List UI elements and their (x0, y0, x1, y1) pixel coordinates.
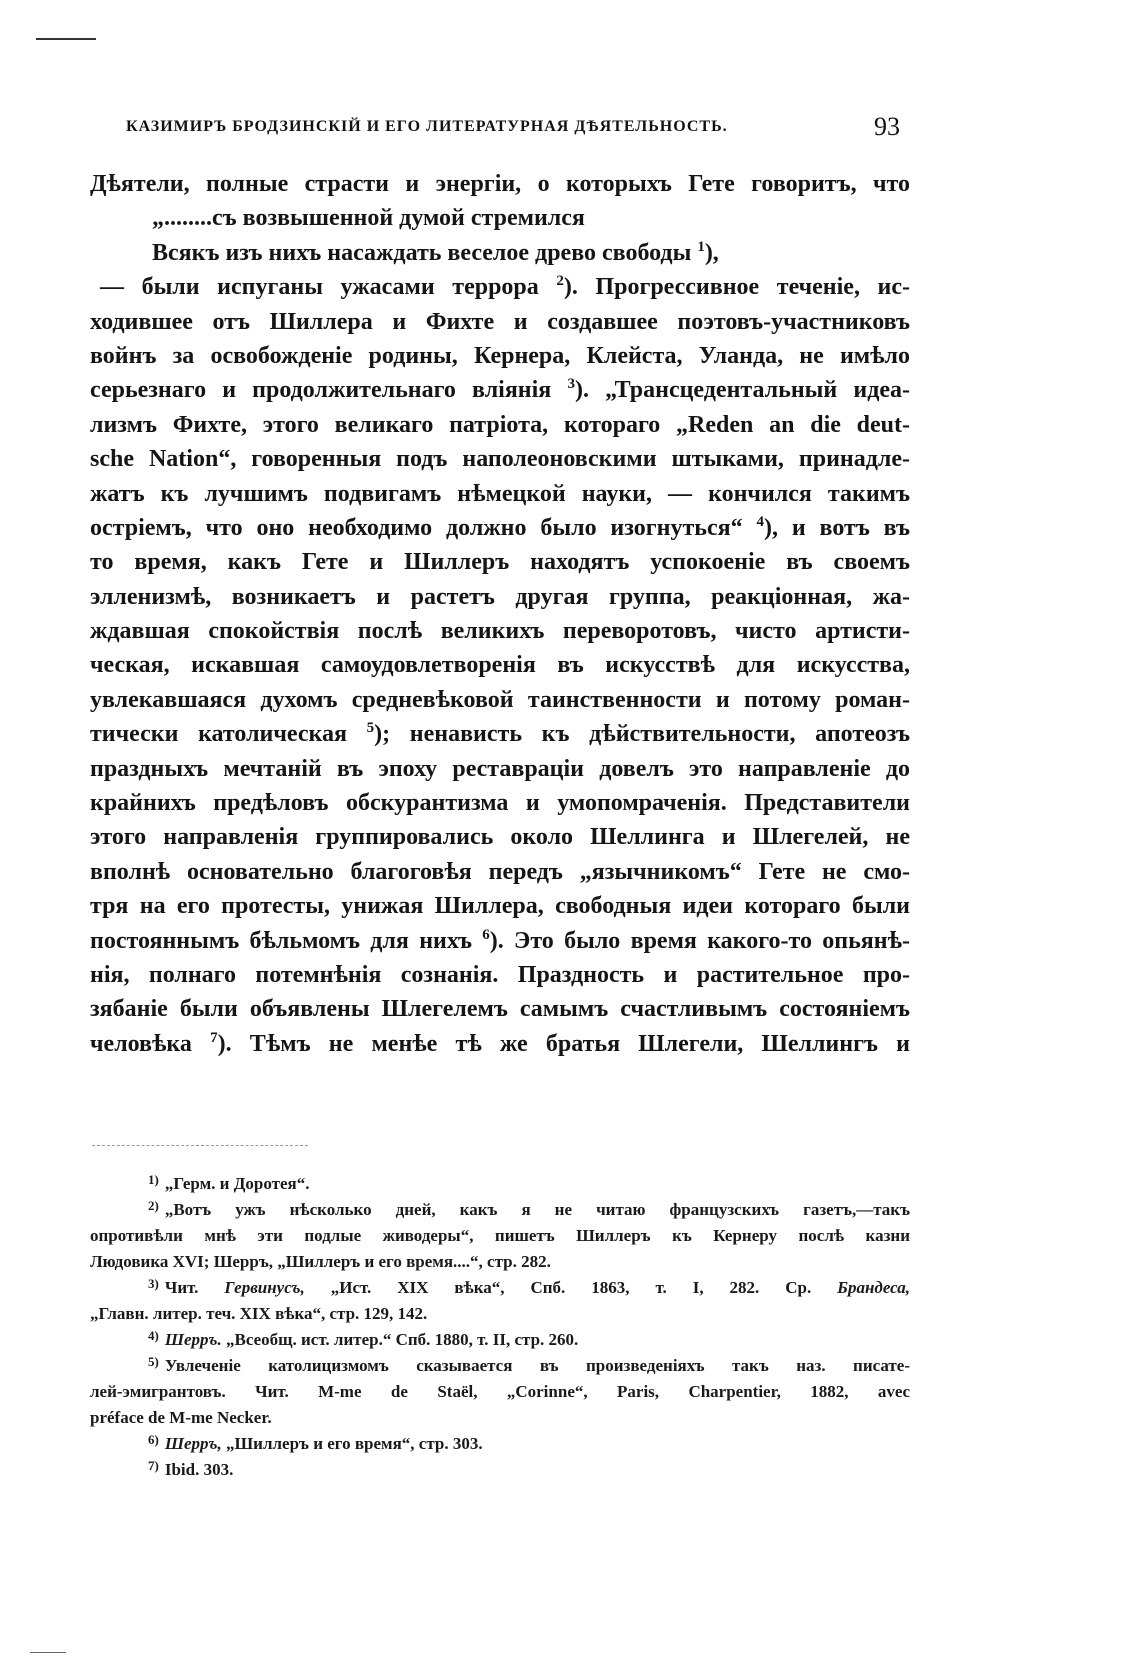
text-line: ческая, искавшая самоудовлетворенія въ искусствѣ для искусства, (90, 652, 910, 679)
text-line: увлекавшаяся духомъ средневѣковой таинственности и потому роман- (90, 686, 910, 713)
text-run: — были испуганы ужасами террора (100, 274, 539, 301)
scan-artifact (30, 1652, 66, 1653)
text-line: крайнихъ предѣловъ обскурантизма и умопомраченія. Представители (90, 790, 910, 817)
footnote-1 (90, 1171, 910, 1197)
main-text (90, 167, 910, 1061)
footnote-5-cont: préface de M-me Necker. (90, 1408, 272, 1427)
footnote-5-cont: лей-эмигрантовъ. Чит. M-me de Staël, „Corinne“, Paris, Charpentier, 1882, avec (90, 1382, 910, 1401)
text-run: постояннымъ бѣльмомъ для нихъ (90, 927, 472, 954)
footnote-number: 5) (148, 1354, 159, 1369)
footnote-author: Шерръ, (164, 1434, 222, 1453)
footnote-text: Увлеченіе католицизмомъ сказывается въ произведеніяхъ такъ наз. писате- (164, 1356, 910, 1375)
text-run: ), (704, 239, 719, 266)
footnote-3-cont: „Главн. литер. теч. XIX вѣка“, стр. 129, 142. (90, 1304, 428, 1323)
text-run: ); ненависть къ дѣйствительности, апотеозъ (374, 721, 910, 748)
text-line: этого направленія группировались около Шеллинга и Шлегелей, не (90, 824, 910, 851)
footnote-author: Брандеса, (837, 1278, 910, 1297)
running-title: КАЗИМИРЪ БРОДЗИНСКІЙ И ЕГО ЛИТЕРАТУРНАЯ ДѢЯТЕЛЬНОСТЬ. (126, 118, 728, 135)
text-line: то время, какъ Гете и Шиллеръ находятъ успокоеніе въ своемъ (90, 549, 910, 576)
text-line: зябаніе были объявлены Шлегелемъ самымъ счастливымъ состояніемъ (90, 996, 910, 1023)
text-line: нія, полнаго потемнѣнія сознанія. Праздность и растительное про- (90, 961, 910, 988)
text-run: ). Это было время какого-то опьянѣ- (489, 927, 910, 954)
footnote-5 (90, 1353, 910, 1379)
text-line: войнъ за освобожденіе родины, Кернера, Клейста, Уланда, не имѣло (90, 342, 910, 369)
footnote-ref: 2 (556, 273, 564, 290)
text-run: ), и вотъ въ (764, 514, 910, 541)
text-line: Дѣятели, полные страсти и энергіи, о которыхъ Гете говоритъ, что (90, 171, 910, 197)
text-line: sche Nation“, говоренныя подъ наполеоновскими штыками, принадле- (90, 446, 910, 473)
text-run: Всякъ изъ нихъ насаждать веселое древо свободы (152, 239, 692, 266)
text-line (90, 924, 910, 958)
footnote-number: 7) (148, 1458, 159, 1473)
footnote-2-cont: Людовика XVI; Шерръ, „Шиллеръ и его время....“, стр. 282. (90, 1252, 551, 1271)
footnote-number: 2) (148, 1198, 159, 1213)
footnote-ref: 5 (366, 720, 375, 737)
verse-line (90, 236, 910, 270)
footnote-ref: 7 (210, 1029, 218, 1046)
footnote-text: „Вотъ ужъ нѣсколько дней, какъ я не читаю французскихъ газетъ,—такъ (164, 1200, 910, 1219)
page-number: 93 (874, 112, 900, 141)
footnote-text: „Шиллеръ и его время“, стр. 303. (226, 1434, 483, 1453)
footnotes (90, 1171, 910, 1483)
verse-line: „........съ возвышенной думой стремился (152, 205, 585, 232)
footnote-author: Шерръ. (164, 1330, 222, 1349)
footnote-3 (90, 1275, 910, 1301)
footnote-author: Гервинусъ, (224, 1278, 305, 1297)
footnote-6 (90, 1431, 910, 1457)
footnote-2-cont: опротивѣли мнѣ эти подлые живодеры“, пишетъ Шиллеръ къ Кернеру послѣ казни (90, 1226, 910, 1245)
text-run: ). Тѣмъ не менѣе тѣ же братья Шлегели, Шеллингъ и (217, 1030, 910, 1057)
text-line (90, 717, 910, 751)
text-line (90, 373, 910, 407)
footnote-ref: 4 (756, 513, 764, 530)
text-line (90, 1027, 910, 1061)
text-line: праздныхъ мечтаній въ эпоху реставраціи довелъ это направленіе до (90, 755, 910, 782)
footnote-text: „Герм. и Доротея“. (164, 1174, 310, 1193)
text-line: ходившее отъ Шиллера и Фихте и создавшее поэтовъ-участниковъ (90, 308, 910, 335)
footnote-7 (90, 1457, 910, 1483)
text-line: тря на его протесты, унижая Шиллера, свободныя идеи котораго были (90, 893, 910, 920)
footnote-4 (90, 1327, 910, 1353)
footnote-ref: 6 (482, 926, 490, 943)
text-run: остріемъ, что оно необходимо должно было изогнуться“ (90, 514, 743, 541)
footnote-number: 6) (148, 1432, 159, 1447)
scan-artifact (36, 38, 96, 40)
text-run: человѣка (90, 1030, 192, 1057)
text-run: ). „Трансцедентальный идеа- (574, 377, 910, 404)
text-line: лизмъ Фихте, этого великаго патріота, котораго „Reden an die deut- (90, 411, 910, 438)
footnote-text: „Ист. XIX вѣка“, Спб. 1863, т. I, 282. Ср. (330, 1278, 812, 1297)
text-line (90, 270, 910, 304)
text-run: ). Прогрессивное теченіе, ис- (563, 274, 910, 301)
footnote-text: Ibid. 303. (164, 1460, 234, 1479)
footnote-number: 3) (148, 1276, 159, 1291)
text-run: серьезнаго и продолжительнаго вліянія (90, 377, 552, 404)
footnote-ref: 1 (697, 238, 705, 255)
footnote-rule (92, 1145, 308, 1146)
footnote-number: 4) (148, 1328, 159, 1343)
text-run: тически католическая (90, 721, 347, 748)
text-line (90, 511, 910, 545)
text-line: ждавшая спокойствія послѣ великихъ переворотовъ, чисто артисти- (90, 618, 910, 645)
footnote-2 (90, 1197, 910, 1223)
footnote-ref: 3 (567, 376, 575, 393)
footnote-number: 1) (148, 1172, 159, 1187)
footnote-text: Чит. (164, 1278, 199, 1297)
footnote-text: „Всеобщ. ист. литер.“ Спб. 1880, т. II, стр. 260. (226, 1330, 579, 1349)
text-line: элленизмѣ, возникаетъ и растетъ другая группа, реакціонная, жа- (90, 583, 910, 610)
text-line: вполнѣ основательно благоговѣя передъ „язычникомъ“ Гете не смо- (90, 858, 910, 885)
text-line: жатъ къ лучшимъ подвигамъ нѣмецкой науки, — кончился такимъ (90, 480, 910, 507)
